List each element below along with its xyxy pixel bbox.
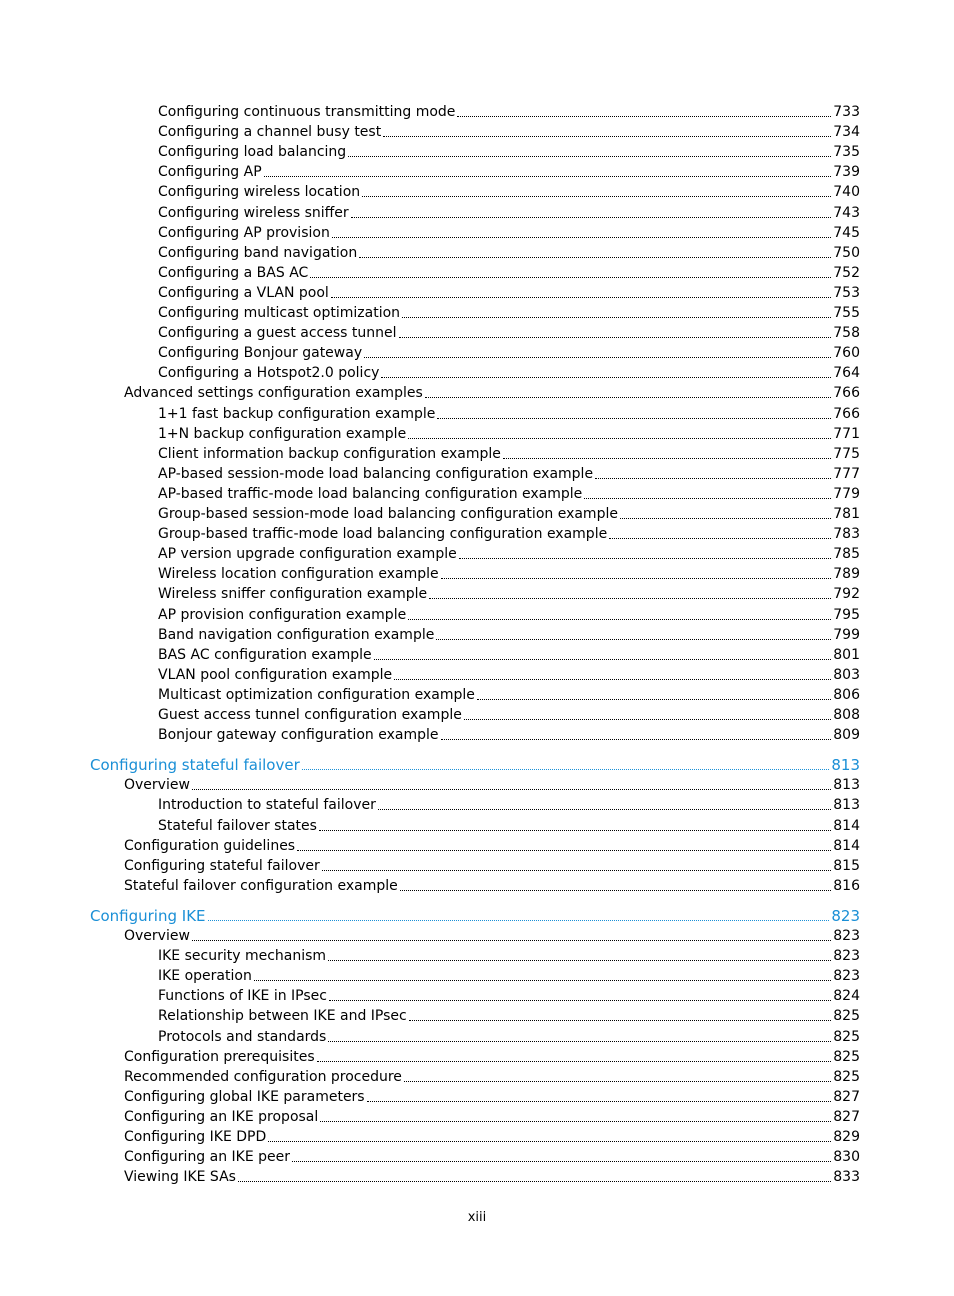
toc-entry-title: Configuring IKE xyxy=(90,906,206,925)
dot-leader xyxy=(409,1019,832,1021)
toc-entry-page: 827 xyxy=(833,1088,860,1105)
dot-leader xyxy=(310,276,831,278)
toc-entry-title: Overview xyxy=(124,928,190,944)
dot-leader xyxy=(328,1040,831,1042)
toc-entry-page: 809 xyxy=(833,727,860,744)
toc-entry-title: Overview xyxy=(124,777,190,794)
toc-entry[interactable] xyxy=(158,683,860,703)
toc-entry-page: 775 xyxy=(833,445,860,462)
toc-entry[interactable] xyxy=(158,301,860,321)
toc-entry-title: Introduction to stateful failover xyxy=(158,797,376,814)
toc-entry[interactable] xyxy=(124,1105,860,1125)
toc-entry[interactable] xyxy=(124,834,860,854)
dot-leader xyxy=(192,939,831,941)
toc-entry-page: 823 xyxy=(833,928,860,944)
dot-leader xyxy=(394,678,831,680)
toc-entry-page: 813 xyxy=(833,797,860,814)
toc-entry-title: Configuring an IKE peer xyxy=(124,1149,291,1166)
dot-leader xyxy=(362,195,831,197)
dot-leader xyxy=(408,437,831,439)
dot-leader xyxy=(264,175,832,177)
dot-leader xyxy=(331,296,831,298)
toc-entry-page: 813 xyxy=(833,777,860,794)
toc-entry[interactable] xyxy=(158,603,860,623)
toc-entry-title: 1+1 fast backup configuration example xyxy=(158,405,436,422)
toc-entry-title: Advanced settings configuration examples xyxy=(124,385,423,402)
dot-leader xyxy=(404,1080,831,1082)
toc-entry-title: Configuring a BAS AC xyxy=(158,264,309,281)
toc-entry-title: Configuring AP xyxy=(158,164,262,181)
toc-entry-title: Protocols and standards xyxy=(158,1028,327,1045)
toc-entry[interactable] xyxy=(158,120,860,140)
toc-entry[interactable] xyxy=(158,582,860,602)
dot-leader xyxy=(367,1100,832,1102)
toc-entry[interactable] xyxy=(158,341,860,361)
toc-entry[interactable] xyxy=(124,381,860,401)
dot-leader xyxy=(320,1120,831,1122)
toc-entry-page: 785 xyxy=(833,546,860,563)
toc-entry[interactable] xyxy=(158,201,860,221)
toc-entry[interactable] xyxy=(158,1025,860,1045)
toc-entry[interactable] xyxy=(158,522,860,542)
toc-entry-page: 825 xyxy=(833,1048,860,1065)
toc-entry-page: 816 xyxy=(833,877,860,894)
toc-entry-page: 792 xyxy=(833,586,860,603)
dot-leader xyxy=(317,1060,832,1062)
toc-entry[interactable] xyxy=(158,814,860,834)
toc-entry-page: 766 xyxy=(833,385,860,402)
toc-entry-page: 777 xyxy=(833,465,860,482)
dot-leader xyxy=(374,658,832,660)
toc-entry-title: Group-based traffic-mode load balancing configuration example xyxy=(158,526,608,543)
toc-entry-page: 795 xyxy=(833,606,860,623)
toc-entry-title: Configuring a Hotspot2.0 policy xyxy=(158,365,380,382)
toc-entry-title: Configuring global IKE parameters xyxy=(124,1088,365,1105)
toc-entry-page: 801 xyxy=(833,646,860,663)
dot-leader xyxy=(400,889,832,891)
dot-leader xyxy=(297,849,831,851)
toc-entry[interactable] xyxy=(124,1165,860,1185)
dot-leader xyxy=(595,477,831,479)
toc-entry-page: 740 xyxy=(833,184,860,201)
toc-entry-title: 1+N backup configuration example xyxy=(158,425,407,442)
dot-leader xyxy=(457,115,831,117)
toc-entry[interactable] xyxy=(90,904,860,924)
toc-entry[interactable] xyxy=(158,402,860,422)
toc-entry-title: Configuring wireless sniffer xyxy=(158,204,349,221)
toc-entry[interactable] xyxy=(158,221,860,241)
dot-leader xyxy=(351,216,832,218)
toc-entry[interactable] xyxy=(158,663,860,683)
toc-entry[interactable] xyxy=(158,281,860,301)
toc-entry-page: 764 xyxy=(833,365,860,382)
toc-entry-title: Configuring multicast optimization xyxy=(158,305,401,321)
toc-entry-title: Group-based session-mode load balancing configuration example xyxy=(158,506,618,522)
toc-entry-page: 823 xyxy=(833,948,860,965)
dot-leader xyxy=(459,557,832,559)
dot-leader xyxy=(329,999,831,1001)
dot-leader xyxy=(381,376,831,378)
toc-entry-title: AP provision configuration example xyxy=(158,606,407,623)
toc-entry-page: 825 xyxy=(833,1068,860,1085)
dot-leader xyxy=(254,979,831,981)
toc-entry[interactable] xyxy=(158,422,860,442)
dot-leader xyxy=(332,236,831,238)
toc-entry-page: 752 xyxy=(833,264,860,281)
dot-leader xyxy=(348,155,831,157)
toc-entry-page: 803 xyxy=(833,666,860,683)
toc-entry-page: 823 xyxy=(831,906,860,925)
dot-leader xyxy=(328,959,831,961)
toc-entry-title: Configuring a channel busy test xyxy=(158,124,382,141)
toc-entry-title: Configuring band navigation xyxy=(158,244,358,261)
toc-entry-title: AP-based session-mode load balancing configuration example xyxy=(158,465,594,482)
toc-entry[interactable] xyxy=(158,703,860,723)
toc-entry[interactable] xyxy=(124,1085,860,1105)
toc-entry-title: Guest access tunnel configuration example xyxy=(158,707,462,723)
toc-entry[interactable] xyxy=(158,462,860,482)
toc-entry-title: Configuration prerequisites xyxy=(124,1048,315,1065)
toc-entry-page: 827 xyxy=(833,1108,860,1125)
toc-entry-title: Bonjour gateway configuration example xyxy=(158,727,439,744)
toc-entry-title: Stateful failover states xyxy=(158,817,317,834)
page-number: xiii xyxy=(467,1210,487,1225)
dot-leader xyxy=(437,417,831,419)
toc-entry[interactable] xyxy=(124,1125,860,1145)
dot-leader xyxy=(402,316,831,318)
toc-entry[interactable] xyxy=(158,442,860,462)
toc-entry-page: 830 xyxy=(833,1149,860,1166)
toc-entry-page: 743 xyxy=(833,204,860,221)
toc-entry-page: 733 xyxy=(833,104,860,120)
toc-entry-title: Configuring wireless location xyxy=(158,184,361,201)
toc-entry-page: 814 xyxy=(833,837,860,854)
toc-entry[interactable] xyxy=(158,964,860,984)
toc-entry[interactable] xyxy=(158,261,860,281)
toc-entry[interactable] xyxy=(124,924,860,944)
toc-entry[interactable] xyxy=(124,1065,860,1085)
toc-entry[interactable] xyxy=(158,241,860,261)
dot-leader xyxy=(620,517,831,519)
toc-entry-title: Wireless sniffer configuration example xyxy=(158,586,428,603)
toc-entry-title: Configuring stateful failover xyxy=(124,857,320,874)
toc-entry-title: Configuring continuous transmitting mode xyxy=(158,104,456,120)
toc-entry-page: 758 xyxy=(833,325,860,342)
toc-entry[interactable] xyxy=(124,773,860,793)
dot-leader xyxy=(292,1160,831,1162)
toc-entry[interactable] xyxy=(158,140,860,160)
dot-leader xyxy=(383,135,831,137)
toc-entry[interactable] xyxy=(158,160,860,180)
toc-entry-page: 806 xyxy=(833,686,860,703)
toc-entry-page: 760 xyxy=(833,345,860,362)
dot-leader xyxy=(378,808,831,810)
dot-leader xyxy=(238,1180,831,1182)
toc-entry[interactable] xyxy=(158,643,860,663)
toc-entry-title: AP version upgrade configuration example xyxy=(158,546,457,563)
dot-leader xyxy=(441,577,832,579)
toc-entry-page: 808 xyxy=(833,707,860,723)
toc-entry-page: 833 xyxy=(833,1169,860,1186)
dot-leader xyxy=(359,256,831,258)
toc-entry[interactable] xyxy=(158,100,860,120)
toc-entry[interactable] xyxy=(158,361,860,381)
toc-entry-page: 753 xyxy=(833,284,860,301)
dot-leader xyxy=(477,698,831,700)
toc-entry-title: Client information backup configuration example xyxy=(158,445,501,462)
dot-leader xyxy=(503,457,831,459)
toc-entry-title: Viewing IKE SAs xyxy=(124,1169,236,1186)
dot-leader xyxy=(268,1140,831,1142)
toc-entry[interactable] xyxy=(158,180,860,200)
toc-entry-title: Configuring IKE DPD xyxy=(124,1129,267,1145)
dot-leader xyxy=(322,869,832,871)
dot-leader xyxy=(441,738,832,740)
toc-entry[interactable] xyxy=(158,562,860,582)
dot-leader xyxy=(208,919,830,921)
dot-leader xyxy=(425,396,832,398)
toc-entry-title: Multicast optimization configuration example xyxy=(158,686,475,703)
dot-leader xyxy=(192,788,831,790)
toc-entry-page: 789 xyxy=(833,566,860,583)
toc-entry-title: VLAN pool configuration example xyxy=(158,666,393,683)
toc-entry[interactable] xyxy=(124,1145,860,1165)
dot-leader xyxy=(302,768,830,770)
toc-entry-title: Band navigation configuration example xyxy=(158,626,435,643)
toc-entry-page: 771 xyxy=(833,425,860,442)
toc-entry-title: Configuring Bonjour gateway xyxy=(158,345,363,362)
toc-entry-page: 823 xyxy=(833,968,860,985)
toc-entry-page: 825 xyxy=(833,1008,860,1025)
toc-entry-page: 815 xyxy=(833,857,860,874)
toc-entry[interactable] xyxy=(158,542,860,562)
dot-leader xyxy=(399,336,832,338)
toc-entry-title: IKE operation xyxy=(158,968,252,985)
toc-entry-page: 814 xyxy=(833,817,860,834)
toc-entry-page: 824 xyxy=(833,988,860,1005)
toc-entry-page: 813 xyxy=(831,756,860,775)
toc-entry-title: Configuring a guest access tunnel xyxy=(158,325,397,342)
toc-entry[interactable] xyxy=(158,1004,860,1024)
toc-entry-title: Stateful failover configuration example xyxy=(124,877,398,894)
dot-leader xyxy=(408,618,831,620)
toc-entry[interactable] xyxy=(158,502,860,522)
toc-entry-page: 739 xyxy=(833,164,860,181)
dot-leader xyxy=(364,356,831,358)
toc-entry-title: Relationship between IKE and IPsec xyxy=(158,1008,407,1025)
toc-entry-page: 745 xyxy=(833,224,860,241)
toc-entry[interactable] xyxy=(158,944,860,964)
toc-entry-title: Configuration guidelines xyxy=(124,837,296,854)
toc-entry-page: 799 xyxy=(833,626,860,643)
dot-leader xyxy=(609,537,831,539)
toc-entry-title: Wireless location configuration example xyxy=(158,566,439,583)
toc-entry-title: Configuring AP provision xyxy=(158,224,330,241)
toc-entry[interactable] xyxy=(158,321,860,341)
toc-entry-title: Configuring an IKE proposal xyxy=(124,1108,319,1125)
toc-entry-page: 825 xyxy=(833,1028,860,1045)
toc-entry[interactable] xyxy=(158,723,860,743)
toc-entry[interactable] xyxy=(124,1045,860,1065)
toc-entry[interactable] xyxy=(124,854,860,874)
toc-entry-title: BAS AC configuration example xyxy=(158,646,372,663)
toc-entry-page: 755 xyxy=(833,305,860,321)
toc-entry-title: Configuring a VLAN pool xyxy=(158,284,329,301)
toc-entry-page: 779 xyxy=(833,485,860,502)
toc-entry[interactable] xyxy=(158,793,860,813)
toc-entry-title: AP-based traffic-mode load balancing configuration example xyxy=(158,485,583,502)
toc-entry-title: Functions of IKE in IPsec xyxy=(158,988,327,1005)
dot-leader xyxy=(464,718,831,720)
toc-entry-title: Configuring load balancing xyxy=(158,144,347,161)
dot-leader xyxy=(584,497,831,499)
dot-leader xyxy=(319,829,831,831)
toc-entry-title: Configuring stateful failover xyxy=(90,756,300,775)
toc-entry[interactable] xyxy=(158,482,860,502)
toc-entry-page: 734 xyxy=(833,124,860,141)
toc-entry-page: 750 xyxy=(833,244,860,261)
toc-entry-page: 829 xyxy=(833,1129,860,1145)
toc-entry[interactable] xyxy=(158,984,860,1004)
toc-entry-title: IKE security mechanism xyxy=(158,948,327,965)
dot-leader xyxy=(436,638,831,640)
toc-entry-page: 781 xyxy=(833,506,860,522)
toc-entry-title: Recommended configuration procedure xyxy=(124,1068,402,1085)
toc-entry[interactable] xyxy=(90,753,860,773)
toc-entry-page: 766 xyxy=(833,405,860,422)
toc-entry-page: 783 xyxy=(833,526,860,543)
toc-entry-page: 735 xyxy=(833,144,860,161)
toc-entry[interactable] xyxy=(124,874,860,894)
toc-entry[interactable] xyxy=(158,623,860,643)
dot-leader xyxy=(429,597,831,599)
